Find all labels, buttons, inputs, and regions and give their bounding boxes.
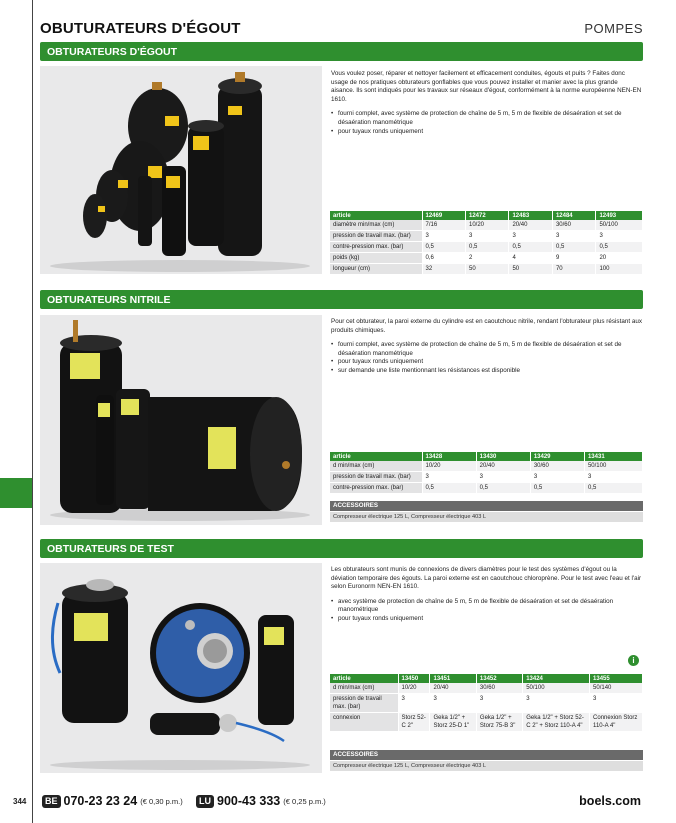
table-cell: 70 [552, 264, 595, 275]
table-cell: 10/20 [398, 683, 430, 694]
feature-list [331, 341, 642, 375]
table-cell: Storz 52-C 2" [398, 713, 430, 732]
table-cell: 3 [476, 694, 522, 713]
table-row [330, 231, 643, 242]
row-label: contre-pression max. (bar) [330, 242, 422, 253]
table-cell: 0,5 [530, 483, 584, 494]
table-cell: 10/20 [422, 461, 476, 472]
row-label: diamètre min/max (cm) [330, 220, 422, 231]
row-label: d min/max (cm) [330, 461, 422, 472]
table-cell: 0,5 [422, 242, 465, 253]
phone-number[interactable]: 900-43 333 [217, 794, 281, 808]
feature-list [331, 598, 642, 624]
table-cell: 3 [422, 231, 465, 242]
product-photo-test [40, 563, 322, 773]
table-header-row [330, 452, 643, 461]
phone-luxembourg [196, 794, 326, 808]
call-rate: (€ 0,25 p.m.) [283, 796, 326, 806]
row-label: pression de travail max. (bar) [330, 472, 422, 483]
table-cell: Geka 1/2" + Storz 75-B 3" [476, 713, 522, 732]
row-label: poids (kg) [330, 253, 422, 264]
table-cell: 50/100 [584, 461, 642, 472]
table-cell: 3 [422, 472, 476, 483]
section-heading-egout: OBTURATEURS D'ÉGOUT [40, 42, 643, 61]
table-cell: 3 [530, 472, 584, 483]
table-header-cell: 12484 [552, 211, 595, 220]
country-code-badge: LU [196, 795, 214, 808]
table-row [330, 461, 643, 472]
table-cell: 3 [398, 694, 430, 713]
row-label: contre-pression max. (bar) [330, 483, 422, 494]
page-number: 344 [13, 797, 27, 806]
list-item: • avec système de protection de chaîne de 5 m, 5 m de flexible de désaération et set de désaération manométrique [331, 598, 642, 615]
table-cell: 0,5 [476, 483, 530, 494]
list-item: • pour tuyaux ronds uniquement [331, 615, 642, 624]
accessories-heading: ACCESSOIRES [330, 750, 643, 760]
description-text: Pour cet obturateur, la paroi externe du cylindre est en caoutchouc nitrile, rendant l'obturateur plus résistant aux produits chimiques. [331, 318, 642, 334]
table-header-cell: 13450 [398, 674, 430, 683]
product-photo-nitrile [40, 315, 322, 525]
table-cell: 4 [509, 253, 552, 264]
section-description-test [331, 566, 642, 624]
product-photo-egout [40, 66, 322, 274]
table-cell: 3 [509, 231, 552, 242]
list-item: • sur demande une liste mentionnant les résistances est disponible [331, 367, 642, 376]
table-header-cell: 13452 [476, 674, 522, 683]
table-cell: 3 [523, 694, 590, 713]
row-label: longueur (cm) [330, 264, 422, 275]
table-cell: 2 [465, 253, 508, 264]
table-cell: Connexion Storz 110-A 4" [590, 713, 643, 732]
call-rate: (€ 0,30 p.m.) [140, 796, 183, 806]
table-cell: 50 [465, 264, 508, 275]
table-cell: 30/60 [476, 683, 522, 694]
table-row [330, 472, 643, 483]
row-label: pression de travail max. (bar) [330, 694, 398, 713]
page-header [40, 20, 643, 38]
spec-table-nitrile [330, 452, 643, 494]
table-header-cell: 13424 [523, 674, 590, 683]
page-category: POMPES [584, 21, 643, 36]
test-plugs-illustration [40, 563, 322, 773]
table-header-cell: 12493 [596, 211, 643, 220]
section-description-nitrile [331, 318, 642, 376]
table-row [330, 483, 643, 494]
margin-rule [32, 0, 33, 823]
table-header-cell: 13429 [530, 452, 584, 461]
table-cell: Geka 1/2" + Storz 25-D 1" [430, 713, 476, 732]
table-header-cell: article [330, 211, 422, 220]
table-cell: 3 [596, 231, 643, 242]
table-header-cell: article [330, 674, 398, 683]
page-footer [0, 793, 676, 813]
table-cell: 3 [430, 694, 476, 713]
list-item: • pour tuyaux ronds uniquement [331, 358, 642, 367]
section-heading-test: OBTURATEURS DE TEST [40, 539, 643, 558]
table-cell: 9 [552, 253, 595, 264]
website-link[interactable]: boels.com [579, 794, 641, 808]
table-header-row [330, 211, 643, 220]
section-heading-nitrile: OBTURATEURS NITRILE [40, 290, 643, 309]
table-cell: 50/140 [590, 683, 643, 694]
table-header-cell: 13428 [422, 452, 476, 461]
table-cell: 30/60 [530, 461, 584, 472]
table-cell: 0,5 [465, 242, 508, 253]
table-cell: 3 [590, 694, 643, 713]
table-cell: 3 [552, 231, 595, 242]
country-code-badge: BE [42, 795, 61, 808]
phone-belgium [42, 794, 183, 808]
list-item: • fourni complet, avec système de protection de chaîne de 5 m, 5 m de flexible de désaération et set de désaération manométrique [331, 341, 642, 358]
list-item: • pour tuyaux ronds uniquement [331, 128, 642, 137]
table-row [330, 220, 643, 231]
table-cell: 20/40 [509, 220, 552, 231]
section-description-egout [331, 70, 642, 136]
table-cell: 0,5 [596, 242, 643, 253]
row-label: pression de travail max. (bar) [330, 231, 422, 242]
table-cell: 3 [465, 231, 508, 242]
table-row [330, 264, 643, 275]
table-cell: 20/40 [430, 683, 476, 694]
table-cell: 3 [476, 472, 530, 483]
table-cell: 32 [422, 264, 465, 275]
table-header-cell: 12483 [509, 211, 552, 220]
info-icon[interactable]: i [628, 655, 639, 666]
description-text: Les obturateurs sont munis de connexions de divers diamètres pour le test des systèmes d'égout ou la déviation temporaire des égouts. La paroi externe est en caoutchouc chloroprène. Pour le test avec l'eau et l'air selon Euronorm NEN-EN 1610. [331, 566, 642, 591]
phone-number[interactable]: 070-23 23 24 [63, 794, 138, 808]
table-header-cell: 13430 [476, 452, 530, 461]
accessories-heading: ACCESSOIRES [330, 501, 643, 511]
table-row [330, 694, 643, 713]
feature-list [331, 110, 642, 136]
table-cell: 10/20 [465, 220, 508, 231]
table-cell: 7/16 [422, 220, 465, 231]
table-cell: 50/100 [596, 220, 643, 231]
list-item: • fourni complet, avec système de protection de chaîne de 5 m, 5 m de flexible de désaération et set de désaération manométrique [331, 110, 642, 127]
accessories-list: Compresseur électrique 125 L, Compresseur électrique 403 L [330, 761, 643, 771]
table-cell: 100 [596, 264, 643, 275]
table-row [330, 683, 643, 694]
table-header-cell: 12469 [422, 211, 465, 220]
row-label: d min/max (cm) [330, 683, 398, 694]
table-header-cell: 13451 [430, 674, 476, 683]
table-cell: 50/100 [523, 683, 590, 694]
table-header-cell: 12472 [465, 211, 508, 220]
table-cell: 0,5 [552, 242, 595, 253]
table-row [330, 242, 643, 253]
table-cell: 20 [596, 253, 643, 264]
table-header-row [330, 674, 643, 683]
table-row [330, 253, 643, 264]
accessories-list: Compresseur électrique 125 L, Compresseur électrique 403 L [330, 512, 643, 522]
table-header-cell: article [330, 452, 422, 461]
spec-table-test [330, 674, 643, 732]
table-header-cell: 13431 [584, 452, 642, 461]
chapter-tab [0, 478, 32, 508]
table-cell: 30/60 [552, 220, 595, 231]
table-cell: 0,5 [509, 242, 552, 253]
row-label: connexion [330, 713, 398, 732]
spec-table-egout [330, 211, 643, 275]
table-row [330, 713, 643, 732]
table-cell: 50 [509, 264, 552, 275]
table-cell: Geka 1/2" + Storz 52-C 2" + Storz 110-A 4" [523, 713, 590, 732]
sewer-plugs-illustration [40, 66, 322, 274]
page-title: OBUTURATEURS D'ÉGOUT [40, 20, 241, 37]
table-cell: 20/40 [476, 461, 530, 472]
nitrile-plugs-illustration [40, 315, 322, 525]
table-cell: 0,5 [422, 483, 476, 494]
table-cell: 0,5 [584, 483, 642, 494]
table-cell: 3 [584, 472, 642, 483]
table-header-cell: 13455 [590, 674, 643, 683]
table-cell: 0,6 [422, 253, 465, 264]
description-text: Vous voulez poser, réparer et nettoyer facilement et efficacement conduites, égouts et puits ? Faites donc usage de nos pratiques obturateurs gonflables que vous pouvez installer et manier avec la plus grande aisance. Ils sont indiqués pour les travaux sur réseaux d'égout, conformément à la norme européenne NEN-EN 1610. [331, 70, 642, 103]
